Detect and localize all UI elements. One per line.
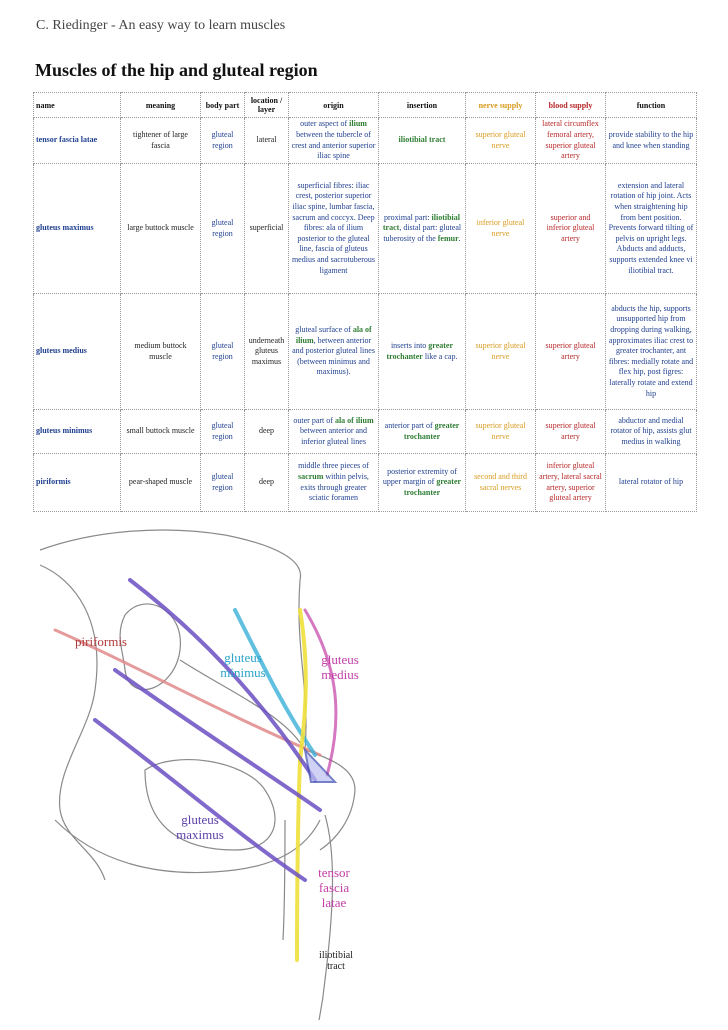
muscle-meaning: large buttock muscle: [121, 164, 201, 294]
col-header-meaning: meaning: [121, 93, 201, 118]
muscle-function: abductor and medial rotator of hip, assists glut medius in walking: [606, 410, 697, 454]
muscle-meaning: tightener of large fascia: [121, 118, 201, 164]
col-header-origin: origin: [289, 93, 379, 118]
muscle-origin: superficial fibres: iliac crest, posterior superior iliac spine, lumbar fascia, sacrum and coccyx. Deep fibres: ala of ilium posterior to the gluteal line, fascia of gluteus medius and sacrotuberous ligament: [289, 164, 379, 294]
col-header-body-part: body part: [201, 93, 245, 118]
label-gluteus-medius: gluteus medius: [321, 652, 359, 682]
muscle-name: gluteus maximus: [34, 164, 121, 294]
col-header-name: name: [34, 93, 121, 118]
muscle-nerve-supply: superior gluteal nerve: [466, 294, 536, 410]
muscle-function: extension and lateral rotation of hip joint. Acts when straightening hip from bent position. Prevents forward tilting of pelvis on upright legs. Abducts and adducts, supports extended knee vi iliotibial tract.: [606, 164, 697, 294]
muscle-function: provide stability to the hip and knee when standing: [606, 118, 697, 164]
muscle-body-part: gluteal region: [201, 118, 245, 164]
muscle-name: tensor fascia latae: [34, 118, 121, 164]
table-body: [34, 118, 697, 512]
muscle-meaning: medium buttock muscle: [121, 294, 201, 410]
muscle-origin: gluteal surface of ala of ilium, between anterior and posterior gluteal lines (between minimus and maximus).: [289, 294, 379, 410]
muscle-origin: outer aspect of ilium between the tubercle of crest and anterior superior iliac spine: [289, 118, 379, 164]
muscle-function: abducts the hip, supports unsupported hip from dropping during walking, approximates iliac crest to greater trochanter, ant fibres: medially rotate and flex hip, post figres: laterally rotate and extend hip: [606, 294, 697, 410]
label-piriformis: piriformis: [75, 634, 127, 649]
col-header-blood-supply: blood supply: [536, 93, 606, 118]
col-header-location: location / layer: [245, 93, 289, 118]
muscle-name: piriformis: [34, 454, 121, 512]
muscle-blood-supply: superior gluteal artery: [536, 410, 606, 454]
pelvis-outline: [40, 530, 355, 1020]
muscle-body-part: gluteal region: [201, 164, 245, 294]
table-row: [34, 410, 697, 454]
muscle-origin: middle three pieces of sacrum within pelvis, exits through greater sciatic foramen: [289, 454, 379, 512]
muscle-nerve-supply: second and third sacral nerves: [466, 454, 536, 512]
col-header-nerve-supply: nerve supply: [466, 93, 536, 118]
muscle-meaning: small buttock muscle: [121, 410, 201, 454]
table-row: [34, 118, 697, 164]
label-gluteus-maximus: gluteus maximus: [176, 812, 224, 842]
label-iliotibial-tract: iliotibial tract: [319, 950, 353, 972]
muscle-origin: outer part of ala of ilium between anterior and inferior gluteal lines: [289, 410, 379, 454]
muscle-blood-supply: lateral circumflex femoral artery, superior gluteal artery: [536, 118, 606, 164]
table-row: [34, 164, 697, 294]
muscle-nerve-supply: superior gluteal nerve: [466, 410, 536, 454]
muscle-insertion: proximal part: iliotibial tract, distal part: gluteal tuberosity of the femur.: [379, 164, 466, 294]
label-gluteus-minimus: gluteus minimus: [220, 650, 266, 680]
muscle-blood-supply: superior and inferior gluteal artery: [536, 164, 606, 294]
muscle-body-part: gluteal region: [201, 410, 245, 454]
muscle-nerve-supply: superior gluteal nerve: [466, 118, 536, 164]
muscle-name: gluteus medius: [34, 294, 121, 410]
muscle-insertion: inserts into greater trochanter like a cap.: [379, 294, 466, 410]
muscle-meaning: pear-shaped muscle: [121, 454, 201, 512]
muscle-blood-supply: superior gluteal artery: [536, 294, 606, 410]
muscle-function: lateral rotator of hip: [606, 454, 697, 512]
muscle-insertion: iliotibial tract: [379, 118, 466, 164]
table-row: [34, 454, 697, 512]
muscle-body-part: gluteal region: [201, 294, 245, 410]
muscle-location: deep: [245, 410, 289, 454]
muscle-location: lateral: [245, 118, 289, 164]
muscle-name: gluteus minimus: [34, 410, 121, 454]
page-header: C. Riedinger - An easy way to learn muscles: [36, 18, 286, 33]
muscle-body-part: gluteal region: [201, 454, 245, 512]
muscle-blood-supply: inferior gluteal artery, lateral sacral artery, superior gluteal artery: [536, 454, 606, 512]
muscle-location: deep: [245, 454, 289, 512]
muscle-insertion: anterior part of greater trochanter: [379, 410, 466, 454]
muscle-location: underneath gluteus maximus: [245, 294, 289, 410]
col-header-insertion: insertion: [379, 93, 466, 118]
hip-drawing: [35, 520, 695, 1020]
iliotibial-tract-stroke: [297, 760, 300, 960]
muscle-location: superficial: [245, 164, 289, 294]
table-row: [34, 294, 697, 410]
gluteus-maximus-stroke-3: [95, 720, 305, 880]
muscle-insertion: posterior extremity of upper margin of greater trochanter: [379, 454, 466, 512]
col-header-function: function: [606, 93, 697, 118]
hip-muscle-illustration: [35, 520, 695, 1020]
muscle-nerve-supply: inferior gluteal nerve: [466, 164, 536, 294]
label-tensor-fascia-latae: tensor fascia latae: [318, 865, 350, 910]
page-title: Muscles of the hip and gluteal region: [35, 60, 318, 80]
table-header-row: [34, 93, 697, 118]
muscles-table: [33, 92, 697, 512]
